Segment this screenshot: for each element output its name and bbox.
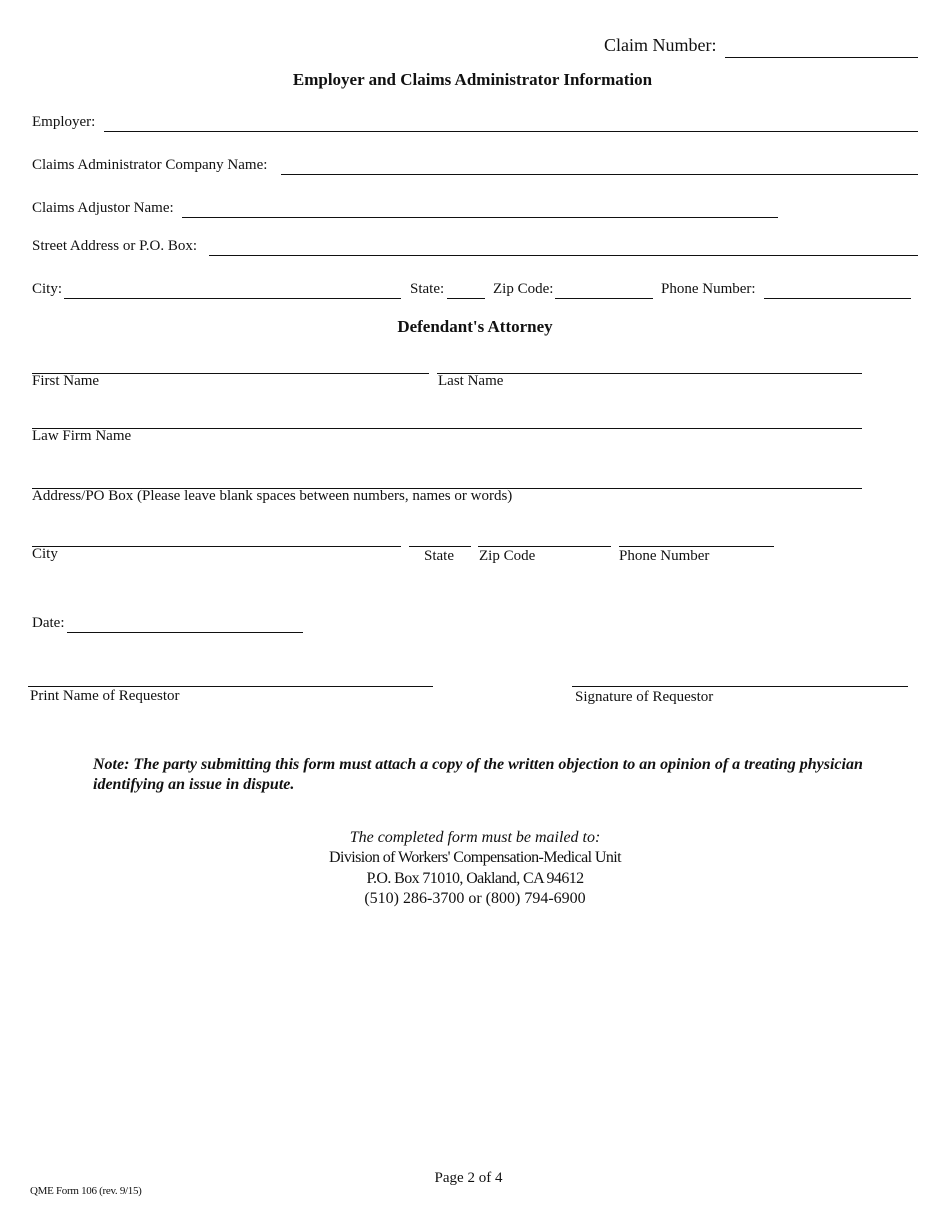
employer-state-field[interactable] [447,298,485,299]
last-name-label: Last Name [438,373,504,389]
employer-phone-field[interactable] [764,298,911,299]
employer-city-field[interactable] [64,298,401,299]
attorney-state-field[interactable] [409,546,471,547]
employer-phone-label: Phone Number: [661,281,756,297]
claim-number-field[interactable] [725,57,918,58]
attorney-address-label: Address/PO Box (Please leave blank spaces between numbers, names or words) [32,488,513,504]
date-field[interactable] [67,632,303,633]
page-number: Page 2 of 4 [434,1170,503,1186]
attorney-zip-label: Zip Code [479,548,536,564]
attorney-city-label: City [32,546,58,562]
street-address-field[interactable] [209,255,918,256]
attorney-phone-field[interactable] [619,546,774,547]
attorney-city-field[interactable] [32,546,401,547]
street-address-label: Street Address or P.O. Box: [32,238,197,254]
print-name-label: Print Name of Requestor [30,688,180,704]
employer-city-label: City: [32,281,63,297]
company-name-label: Claims Administrator Company Name: [32,157,268,173]
law-firm-field[interactable] [32,428,862,429]
claim-number-label: Claim Number: [604,35,717,55]
signature-label: Signature of Requestor [575,689,714,705]
attorney-phone-label: Phone Number [619,548,710,564]
section-title-employer: Employer and Claims Administrator Information [292,70,653,89]
employer-state-label: State: [410,281,445,297]
attorney-state-label: State [424,548,454,564]
employer-zip-label: Zip Code: [493,281,554,297]
law-firm-label: Law Firm Name [32,428,132,444]
mailing-line-3: (510) 286-3700 or (800) 794-6900 [364,890,586,907]
first-name-label: First Name [32,373,100,389]
date-label: Date: [32,615,65,631]
mailing-line-1: Division of Workers' Compensation-Medical Unit [329,849,621,866]
employer-zip-field[interactable] [555,298,653,299]
signature-field[interactable] [572,686,908,687]
employer-field[interactable] [104,131,918,132]
submission-note: Note: The party submitting this form must attach a copy of the written objection to an opinion of a treating physician identifying an issue in dispute. [93,756,863,793]
mailing-intro: The completed form must be mailed to: [349,829,601,846]
print-name-field[interactable] [28,686,433,687]
attorney-zip-field[interactable] [478,546,611,547]
mailing-line-2: P.O. Box 71010, Oakland, CA 94612 [366,870,584,887]
adjustor-name-label: Claims Adjustor Name: [32,200,174,216]
employer-label: Employer: [32,114,96,130]
company-name-field[interactable] [281,174,918,175]
form-id: QME Form 106 (rev. 9/15) [30,1185,142,1197]
adjustor-name-field[interactable] [182,217,778,218]
section-title-attorney: Defendant's Attorney [397,317,553,336]
